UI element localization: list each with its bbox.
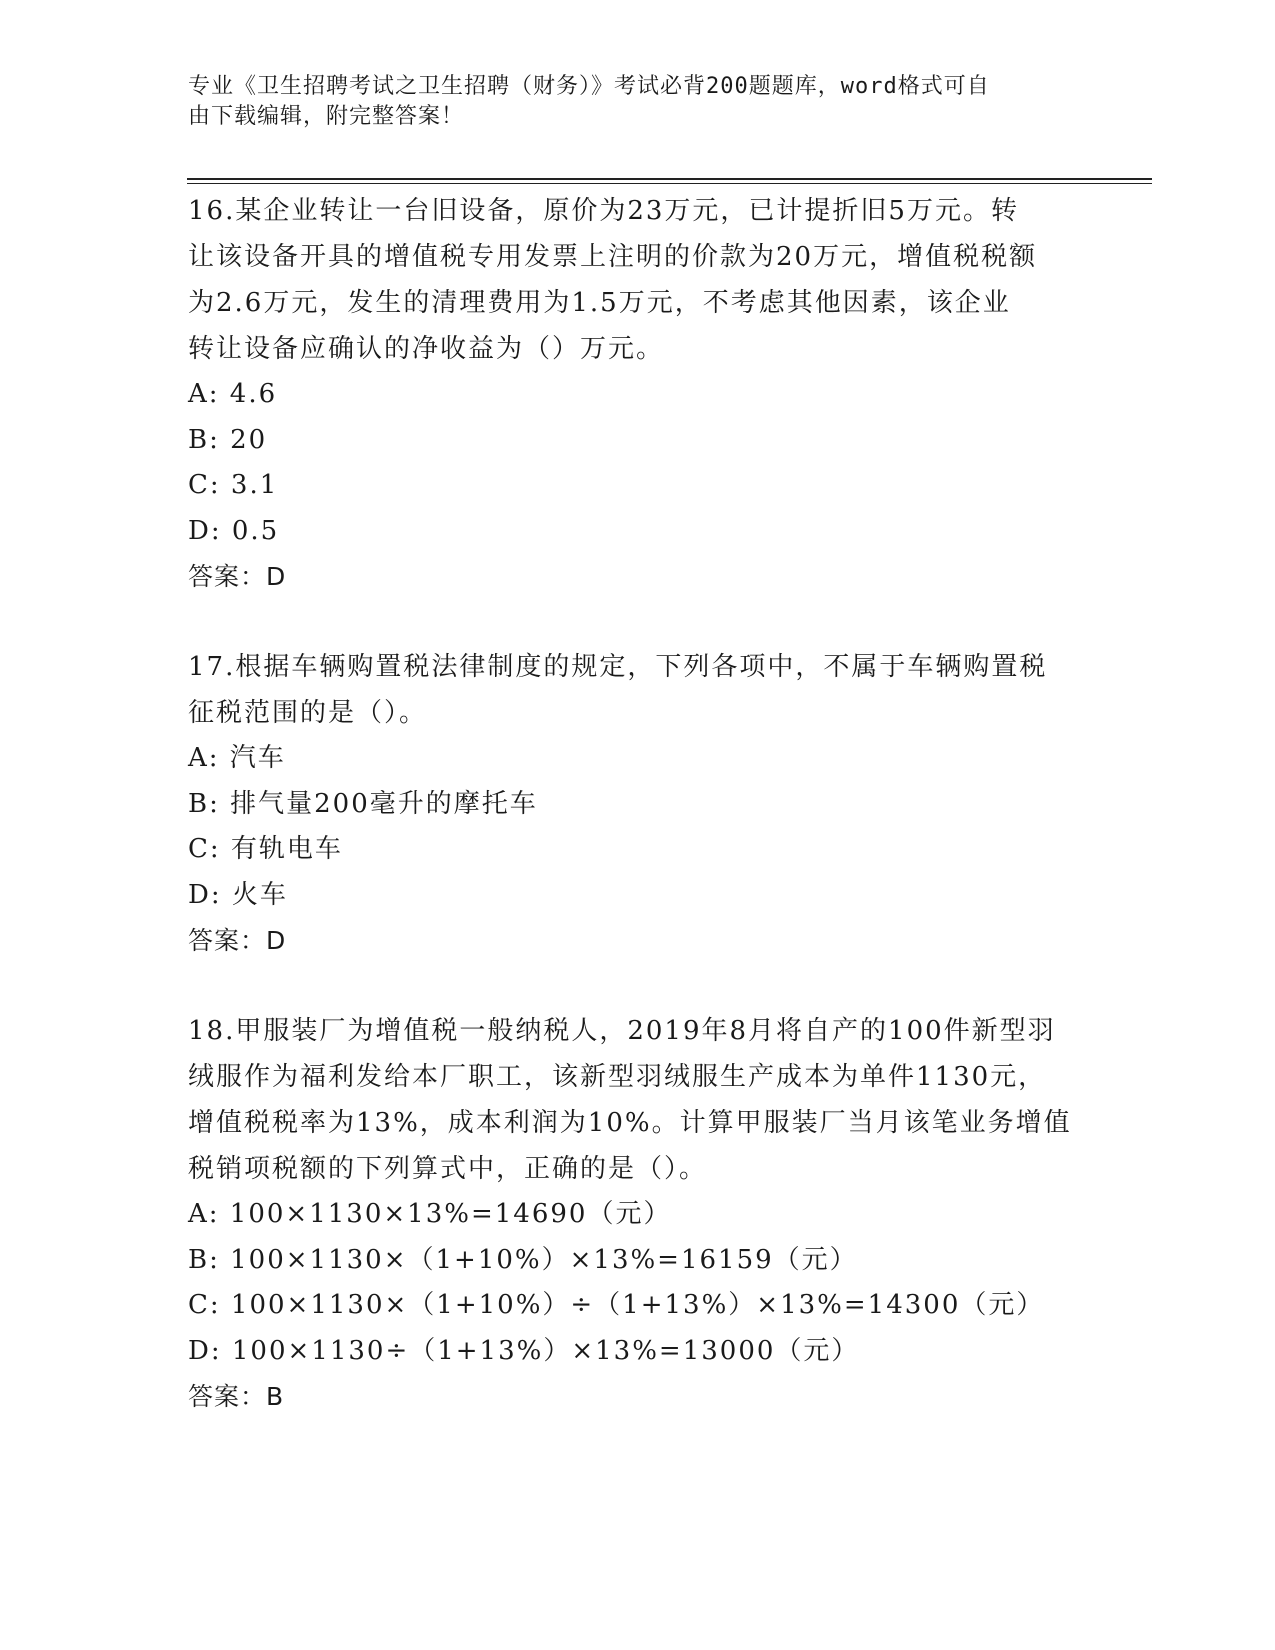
option-b: B: 100×1130×（1+10%）×13%=16159（元） <box>188 1244 858 1275</box>
header-divider-thick <box>187 178 1152 180</box>
option-a: A: 汽车 <box>188 743 286 773</box>
question-stem-line: 为2.6万元，发生的清理费用为1.5万元，不考虑其他因素，该企业 <box>188 288 1011 318</box>
question-stem-line: 让该设备开具的增值税专用发票上注明的价款为20万元，增值税税额 <box>188 242 1038 272</box>
header-line-2: 由下载编辑，附完整答案！ <box>188 104 465 129</box>
option-d: D: 100×1130÷（1+13%）×13%=13000（元） <box>188 1335 860 1366</box>
option-c: C: 100×1130×（1+10%）÷（1+13%）×13%=14300（元） <box>188 1290 1045 1320</box>
question-stem-line: 18.甲服装厂为增值税一般纳税人，2019年8月将自产的100件新型羽 <box>188 1016 1056 1046</box>
question-17 <box>188 644 1088 964</box>
question-stem-line: 税销项税额的下列算式中，正确的是（）。 <box>188 1154 708 1184</box>
option-d: D: 火车 <box>188 879 288 910</box>
option-b: B: 20 <box>188 424 268 455</box>
question-16 <box>188 188 1088 600</box>
answer-line: 答案：B <box>188 1382 285 1411</box>
question-stem-line: 绒服作为福利发给本厂职工，该新型羽绒服生产成本为单件1130元， <box>188 1062 1047 1092</box>
answer-line: 答案：D <box>188 562 287 591</box>
question-stem-line: 17.根据车辆购置税法律制度的规定，下列各项中，不属于车辆购置税 <box>188 652 1048 682</box>
question-stem-line: 16.某企业转让一台旧设备，原价为23万元，已计提折旧5万元。转 <box>188 196 1019 226</box>
header-divider-thin <box>187 183 1152 184</box>
question-stem-line: 征税范围的是（）。 <box>188 698 428 728</box>
question-stem-line: 转让设备应确认的净收益为（）万元。 <box>188 334 665 364</box>
option-a: A: 100×1130×13%=14690（元） <box>188 1199 672 1229</box>
document-header <box>188 72 1068 132</box>
option-c: C: 有轨电车 <box>188 834 343 864</box>
option-d: D: 0.5 <box>188 515 280 546</box>
header-line-1: 专业《卫生招聘考试之卫生招聘（财务）》考试必背200题题库，word格式可自 <box>188 74 990 99</box>
option-b: B: 排气量200毫升的摩托车 <box>188 788 538 819</box>
option-a: A: 4.6 <box>188 379 278 409</box>
option-c: C: 3.1 <box>188 470 279 500</box>
question-stem-line: 增值税税率为13%，成本利润为10%。计算甲服装厂当月该笔业务增值 <box>188 1108 1072 1138</box>
question-18 <box>188 1008 1088 1420</box>
answer-line: 答案：D <box>188 926 287 955</box>
